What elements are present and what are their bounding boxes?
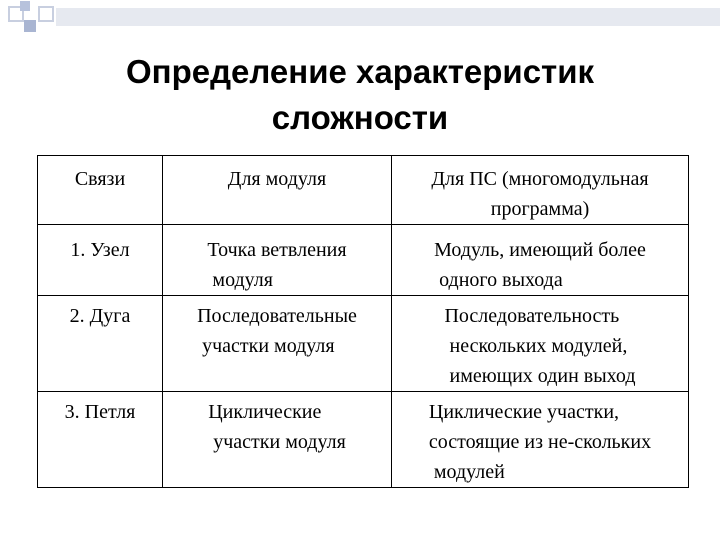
- cell-text: Циклические участки модуля: [208, 401, 346, 453]
- table-cell: [163, 225, 392, 296]
- table-cell: [163, 392, 392, 488]
- table-cell: [38, 392, 163, 488]
- complexity-table: [37, 155, 689, 488]
- cell-text: Модуль, имеющий более одного выхода: [434, 239, 646, 291]
- cell-text: Последовательные участки модуля: [197, 305, 357, 357]
- header-text: Для модуля: [227, 168, 327, 190]
- cell-text: Последовательность нескольких модулей, имеющих один выход: [444, 305, 636, 387]
- table-cell: [163, 296, 392, 392]
- table-cell: [38, 296, 163, 392]
- table-row: [38, 296, 689, 392]
- cell-text: 1. Узел: [70, 239, 130, 261]
- deco-bar: [56, 8, 720, 26]
- table-cell: [38, 225, 163, 296]
- table-row: [38, 225, 689, 296]
- header-text: Для ПС (многомодульная программа): [431, 168, 649, 220]
- deco-square: [24, 20, 36, 32]
- header-cell: [163, 156, 392, 225]
- deco-square: [20, 1, 30, 11]
- table-row: [38, 392, 689, 488]
- header-cell: [392, 156, 689, 225]
- table-cell: [392, 225, 689, 296]
- table-cell: [392, 392, 689, 488]
- cell-text: Точка ветвления модуля: [207, 239, 347, 291]
- page-title-line2: сложности: [271, 99, 449, 136]
- page-title-line1: Определение характеристик: [125, 53, 595, 90]
- cell-text: 2. Дуга: [69, 305, 131, 327]
- header-cell: [38, 156, 163, 225]
- cell-text: 3. Петля: [64, 401, 136, 423]
- decorative-squares: [0, 0, 720, 40]
- header-text: Связи: [74, 168, 126, 190]
- table-header-row: [38, 156, 689, 225]
- deco-square: [38, 6, 54, 22]
- cell-text: Циклические участки, состоящие из не-скольких модулей: [428, 401, 652, 483]
- table-cell: [392, 296, 689, 392]
